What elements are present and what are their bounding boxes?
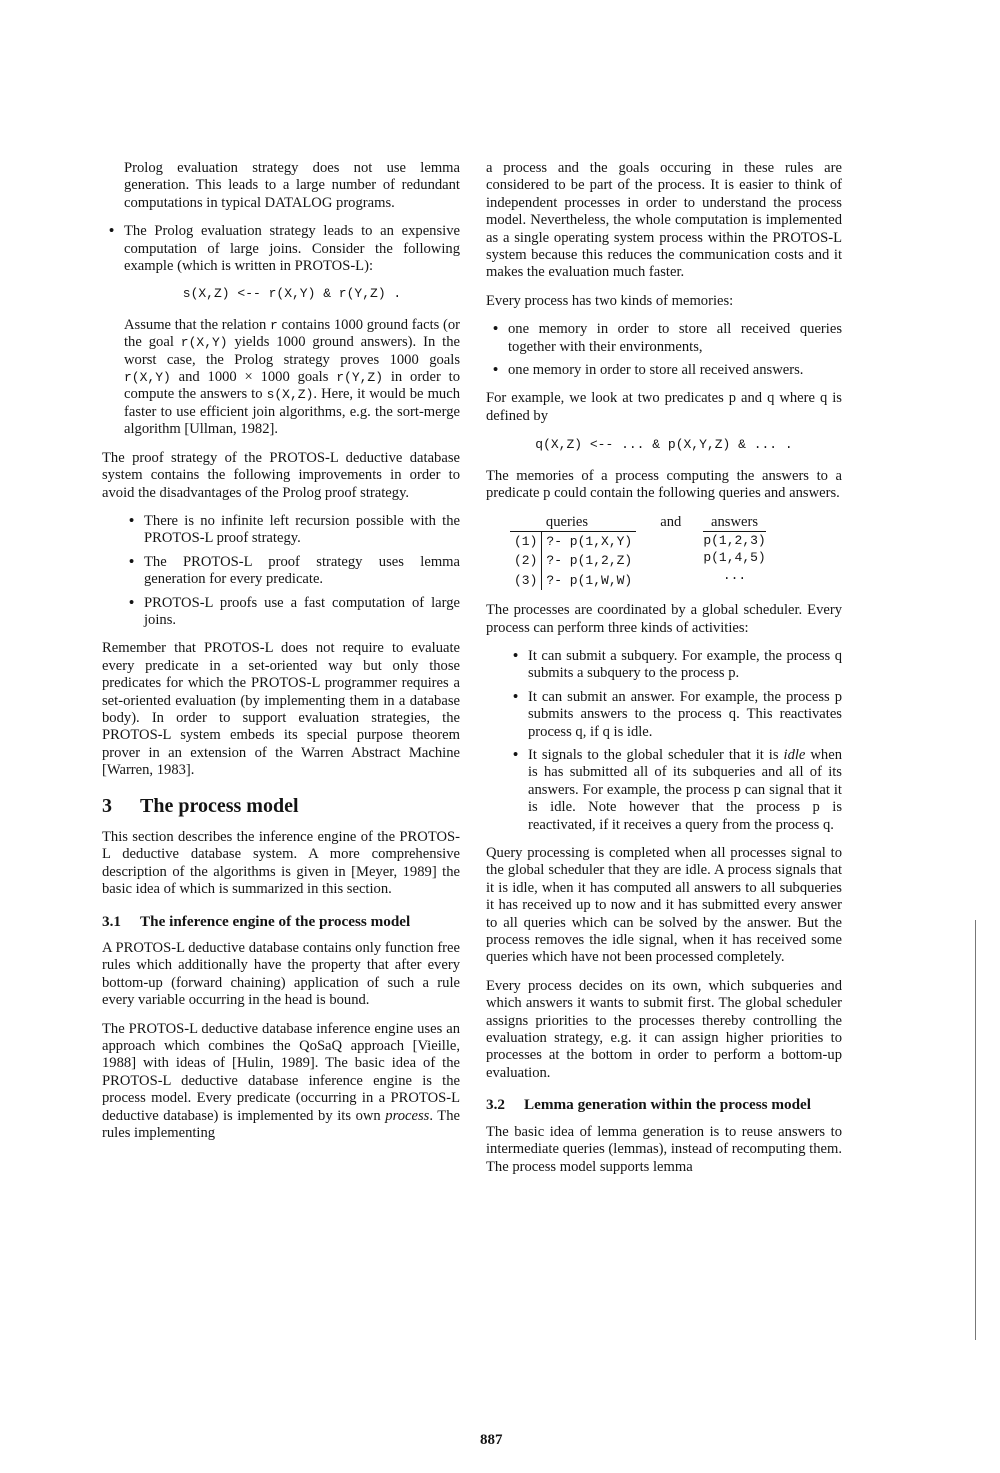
and-label: and xyxy=(660,513,682,530)
bullet-list xyxy=(486,648,842,834)
bullet-list xyxy=(102,223,460,303)
answers-header: answers xyxy=(703,514,765,532)
emphasis: process xyxy=(385,1107,430,1124)
code: r(Y,Z) xyxy=(336,370,384,386)
paragraph: Every process has two kinds of memories: xyxy=(486,292,734,309)
code: s(X,Z) xyxy=(266,387,314,403)
paragraph: The processes are coordinated by a global scheduler. Every process can perform three kinds of activities: xyxy=(486,602,842,636)
code: r(X,Y) xyxy=(124,370,171,386)
left-column xyxy=(102,160,460,1154)
paragraph xyxy=(102,1021,460,1143)
table-header-row xyxy=(510,514,636,532)
code: r(X,Y) xyxy=(180,335,228,351)
emphasis: idle xyxy=(783,746,806,763)
text: . The rules implementing xyxy=(102,1107,460,1142)
subsection-number: 3.2 xyxy=(486,1096,505,1114)
table-row xyxy=(510,551,636,570)
answer-item: p(1,4,5) xyxy=(703,550,766,566)
query-text: ?- p(1,W,W) xyxy=(546,572,633,588)
page-number: 887 xyxy=(480,1432,503,1448)
bullet-list xyxy=(102,513,460,629)
paragraph: This section describes the inference engine of the PROTOS-L deductive database system. A more comprehensive description of the algorithms is given in [Meyer, 1989] the basic idea of which is summarized in this section. xyxy=(102,829,460,898)
right-column xyxy=(486,160,842,1187)
subsection-heading xyxy=(102,913,460,930)
paragraph: The memories of a process computing the answers to a predicate p could contain the following queries and answers. xyxy=(486,467,842,502)
query-text: ?- p(1,X,Y) xyxy=(546,533,633,549)
paragraph: a process and the goals occuring in these rules are considered to be part of the process. It is easier to think of independent processes in order to understand the process model. Nevertheless, the whole computation is implemented as a single operating system process within the PROTOS-L system because this reduces the communication costs and it makes the evaluation much faster. xyxy=(486,160,842,281)
text: contains 1000 ground facts (or the goal xyxy=(124,316,460,351)
text: . Here, it would be much faster to use efficient join algorithms, e.g. the sort-merge algorithm [Ullman, 1982]. xyxy=(124,386,460,438)
paragraph: Query processing is completed when all processes signal to the global scheduler that they are idle. A process signals that it is idle, when it has computed all answers to all subqueries it has received up to now and it has submitted every answer to all queries which can be solved by the answer. But the process removes the idle signal, when it has received some queries which have not been processed completely. xyxy=(486,845,842,966)
paragraph: Remember that PROTOS-L does not require to evaluate every predicate in a set-oriented way but only those predicates for which the PROTOS-L programmer requires a set-oriented evaluation (by implementing them in a database body). In order to support evaluation strategies, the PROTOS-L system embeds its special purpose theorem prover in an extension of the Warren Abstract Machine [Warren, 1983]. xyxy=(102,640,460,779)
formula: q(X,Z) <-- ... & p(X,Y,Z) & ... . xyxy=(535,437,793,453)
bullet-item: • PROTOS-L proofs use a fast computation of large joins. xyxy=(102,595,460,630)
bullet-text: The Prolog evaluation strategy leads to an expensive computation of large joins. Consider the following example (which is written in PROTOS-L): xyxy=(124,223,460,275)
bullet-item: • It can submit an answer. For example, the process p submits answers to the process q. This reactivates process q, if q is idle. xyxy=(486,689,842,741)
text: yields 1000 ground answers). In the worst case, the Prolog strategy proves 1000 goals xyxy=(124,334,460,368)
bullet-item xyxy=(486,747,842,834)
paragraph: The proof strategy of the PROTOS-L deductive database system contains the following improvements in order to avoid the disadvantages of the Prolog proof strategy. xyxy=(102,449,460,501)
query-index: (3) xyxy=(510,571,542,590)
answer-item: ... xyxy=(722,567,747,583)
bullet-item: • one memory in order to store all received answers. xyxy=(486,362,842,379)
code: r xyxy=(270,317,278,333)
paragraph: For example, we look at two predicates p and q where q is defined by xyxy=(486,390,842,424)
subsection-heading xyxy=(486,1096,842,1113)
text: Assume that the relation xyxy=(124,316,271,333)
subsection-number: 3.1 xyxy=(102,912,121,930)
paragraph: A PROTOS-L deductive database contains only function free rules which additionally have the property that after every bottom-up (forward chaining) application of such a rule every variable occurring in the head is bound. xyxy=(102,940,460,1009)
text: It signals to the global scheduler that it is xyxy=(528,746,784,763)
section-heading xyxy=(102,794,460,817)
query-answer-example xyxy=(510,514,842,591)
section-number: 3 xyxy=(102,794,112,817)
section-title: The process model xyxy=(140,794,299,817)
bullet-item: • one memory in order to store all received queries together with their environments, xyxy=(486,321,842,356)
bullet-item: • There is no infinite left recursion possible with the PROTOS-L proof strategy. xyxy=(102,513,460,548)
queries-header: queries xyxy=(542,514,636,532)
query-text: ?- p(1,2,Z) xyxy=(546,553,633,569)
subsection-title: Lemma generation within the process model xyxy=(524,1096,811,1114)
text: The PROTOS-L deductive database inference engine uses an approach which combines the QoSaQ approach [Vieille, 1988] with ideas of [Hulin, 1989]. The basic idea of the PROTOS-L deductive database inference engine is the process model. Every predicate (occurring in a PROTOS-L deductive database) is implemented by its own xyxy=(102,1020,460,1124)
formula: s(X,Z) <-- r(X,Y) & r(Y,Z) . xyxy=(182,286,402,302)
paragraph: The basic idea of lemma generation is to reuse answers to intermediate queries (lemmas), instead of recomputing them. The process model supports lemma xyxy=(486,1123,842,1175)
bullet-item xyxy=(102,223,460,303)
scan-edge-divider xyxy=(975,920,976,1340)
query-index: (2) xyxy=(510,551,542,570)
query-index: (1) xyxy=(510,531,542,551)
answers-list xyxy=(703,514,765,585)
bullet-item: • The PROTOS-L proof strategy uses lemma generation for every predicate. xyxy=(102,554,460,589)
bullet-item: • It can submit a subquery. For example, the process q submits a subquery to the process p. xyxy=(486,648,842,683)
table-row xyxy=(510,531,636,551)
paragraph: Prolog evaluation strategy does not use lemma generation. This leads to a large number of redundant computations in typical DATALOG programs. xyxy=(124,160,460,211)
paragraph xyxy=(102,317,460,439)
queries-table xyxy=(510,514,636,591)
text: in order to compute the answers to xyxy=(124,369,460,403)
paragraph: Every process decides on its own, which subqueries and which answers it wants to submit first. The global scheduler assigns priorities to the processes thereby controlling the evaluation strategy, e.g. it can assign higher priorities to processes at the bottom in order to perform a bottom-up evaluation. xyxy=(486,977,842,1081)
subsection-title: The inference engine of the process model xyxy=(140,912,411,930)
answer-item: p(1,2,3) xyxy=(703,532,766,548)
table-row xyxy=(510,571,636,590)
text: and 1000 × 1000 goals xyxy=(170,369,337,386)
bullet-list xyxy=(486,321,842,379)
text: when is has submitted all of its subqueries and all of its answers. For example, the process p can signal that it is idle. Note however that the process p is reactivated, if it receives a query from the process q. xyxy=(528,746,842,833)
